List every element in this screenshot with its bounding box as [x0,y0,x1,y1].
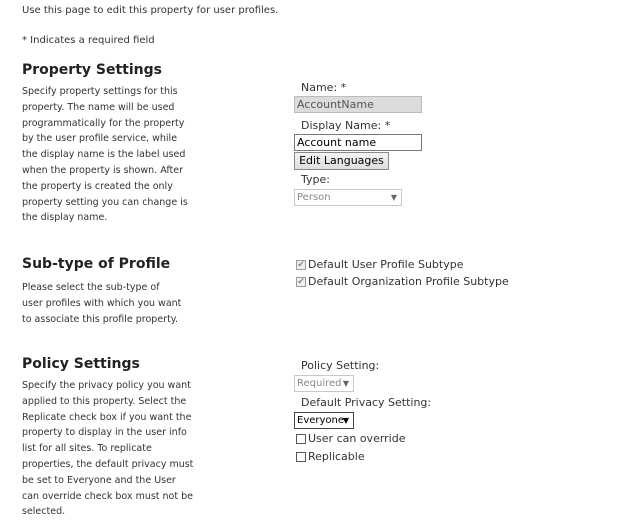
replicable-label: Replicable [308,450,365,463]
checkmark-icon: ✔ [297,277,305,287]
property-settings-description: Specify property settings for this property. The name will be used programmatically for the property by the user profile service, while the display name is the label used when the property is shown. After the property is created the only property setting you can change is the display name. [22,86,188,224]
type-select-value: Person [297,192,331,203]
display-name-label: Display Name: * [301,119,391,132]
type-select [294,189,402,206]
type-label: Type: [301,173,330,186]
subtype-title: Sub-type of Profile [22,256,171,272]
policy-setting-value: Required [297,378,342,389]
default-org-subtype-label: Default Organization Profile Subtype [308,275,509,288]
default-user-subtype-checkbox [296,260,306,270]
dropdown-arrow-icon: ▼ [342,379,349,388]
default-org-subtype-checkbox [296,277,306,287]
subtype-description: Please select the sub-type of user profiles with which you want to associate this profile property. [22,282,182,325]
checkmark-icon: ✔ [297,260,305,270]
required-field-note: * Indicates a required field [22,35,155,46]
user-can-override-label: User can override [308,432,406,445]
default-user-subtype-label: Default User Profile Subtype [308,258,464,271]
name-label: Name: * [301,81,347,94]
default-privacy-select[interactable] [294,412,354,429]
user-can-override-checkbox[interactable] [296,434,306,444]
property-settings-title: Property Settings [22,62,162,78]
replicable-checkbox[interactable] [296,452,306,462]
dropdown-arrow-icon: ▼ [390,193,397,202]
page-intro: Use this page to edit this property for user profiles. [22,5,279,16]
default-privacy-label: Default Privacy Setting: [301,396,432,409]
dropdown-arrow-icon: ▼ [342,416,349,425]
policy-setting-select [294,375,354,392]
policy-settings-title: Policy Settings [22,356,140,372]
default-privacy-value: Everyone [297,415,345,426]
policy-settings-description: Specify the privacy policy you want applied to this property. Select the Replicate check box if you want the property to display in the user info list for all sites. To replicate properties, the default privacy must be set to Everyone and the User can override check box must not be selected. [22,380,194,518]
name-field: AccountName [294,96,422,113]
display-name-field[interactable]: Account name [294,134,422,151]
policy-setting-label: Policy Setting: [301,359,380,372]
edit-languages-button[interactable]: Edit Languages [294,152,389,170]
